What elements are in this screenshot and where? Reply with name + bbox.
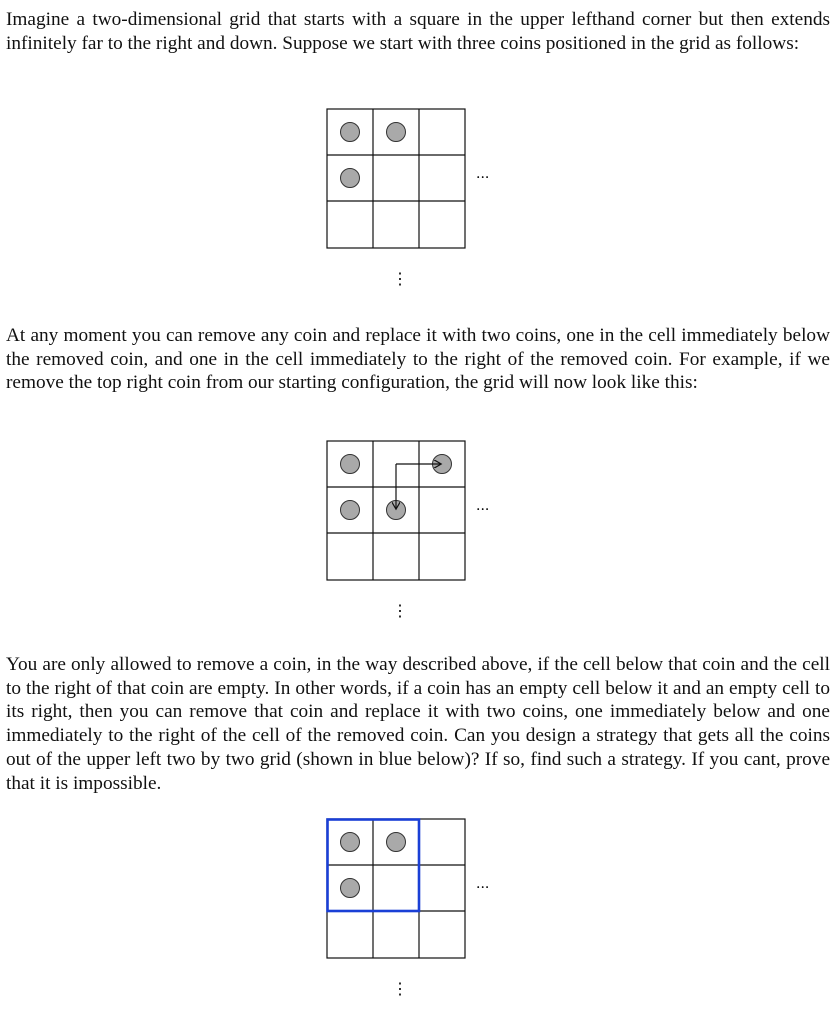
vertical-ellipsis: ⋮ (392, 979, 408, 998)
coin (341, 123, 360, 142)
move-rule-paragraph: At any moment you can remove any coin and replace it with two coins, one in the cell immediately below the removed coin, and one in the cell immediately to the right of the removed coin. For example, if we remove the top right coin from our starting configuration, the grid will now look like this: (6, 325, 830, 394)
figure-target-grid (326, 818, 526, 1003)
horizontal-ellipsis: ··· (476, 170, 490, 186)
vertical-ellipsis: ⋮ (392, 269, 408, 288)
question-paragraph: You are only allowed to remove a coin, in the way described above, if the cell below that coin and the cell to the right of that coin are empty. In other words, if a coin has an empty cell below it and an empty cell to its right, then you can remove that coin and replace it with two coins, one immediately below and one immediately to the right of the cell of the removed coin. Can you design a strategy that gets all the coins out of the upper left two by two grid (shown in blue below)? If so, find such a strategy. If you cant, prove that it is impossible. (6, 654, 830, 794)
grid-svg (326, 818, 526, 1003)
horizontal-ellipsis: ··· (476, 502, 490, 518)
coin (387, 833, 406, 852)
vertical-ellipsis: ⋮ (392, 601, 408, 620)
figure-after-move-grid (326, 440, 526, 625)
horizontal-ellipsis: ··· (476, 880, 490, 896)
grid-svg (326, 440, 526, 625)
coin (341, 879, 360, 898)
figure-initial-grid (326, 108, 526, 293)
coin (341, 501, 360, 520)
coin (341, 169, 360, 188)
coin (387, 123, 406, 142)
coin (341, 833, 360, 852)
intro-paragraph: Imagine a two-dimensional grid that starts with a square in the upper lefthand corner but then extends infinitely far to the right and down. Suppose we start with three coins positioned in the grid as follows: (6, 9, 830, 54)
coin (341, 455, 360, 474)
grid-svg (326, 108, 526, 293)
